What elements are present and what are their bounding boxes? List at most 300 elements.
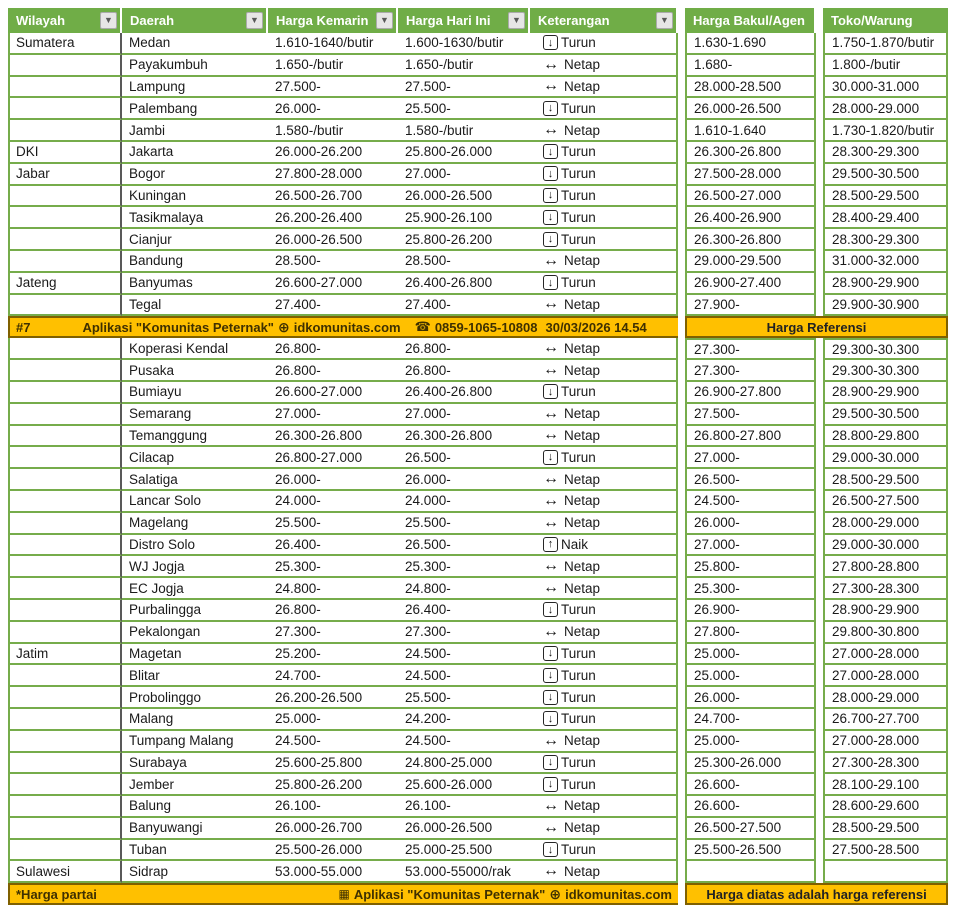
cell-keterangan xyxy=(530,840,678,862)
cell-toko-warung: 28.900-29.900 xyxy=(823,600,948,622)
cell-bakul-agen: 24.500- xyxy=(685,491,816,513)
footer-app-credit xyxy=(335,886,673,903)
cell-harga-hari-ini: 26.500- xyxy=(398,447,530,469)
column-gap xyxy=(678,818,685,840)
column-gap xyxy=(816,33,823,55)
cell-keterangan xyxy=(530,295,678,317)
cell-daerah: Tegal xyxy=(122,295,268,317)
cell-keterangan xyxy=(530,709,678,731)
filter-dropdown-icon[interactable]: ▼ xyxy=(246,12,263,29)
cell-wilayah xyxy=(8,774,122,796)
cell-wilayah xyxy=(8,98,122,120)
cell-bakul-agen: 27.900- xyxy=(685,295,816,317)
cell-bakul-agen: 25.300-26.000 xyxy=(685,753,816,775)
column-gap xyxy=(678,98,685,120)
cell-harga-hari-ini: 26.400- xyxy=(398,600,530,622)
column-gap xyxy=(678,535,685,557)
cell-toko-warung: 29.500-30.500 xyxy=(823,164,948,186)
keterangan-label: Turun xyxy=(561,711,596,727)
cell-toko-warung: 28.000-29.000 xyxy=(823,513,948,535)
info-banner-row xyxy=(8,316,948,338)
column-header-label: Harga Bakul/Agen xyxy=(693,13,805,28)
cell-wilayah xyxy=(8,251,122,273)
cell-wilayah xyxy=(8,731,122,753)
cell-toko-warung: 29.800-30.800 xyxy=(823,622,948,644)
turun-arrow-icon: ↓ xyxy=(543,144,558,159)
column-gap xyxy=(678,142,685,164)
turun-arrow-icon: ↓ xyxy=(543,711,558,726)
cell-wilayah: Jateng xyxy=(8,273,122,295)
footer-note: *Harga partai xyxy=(16,886,97,902)
column-gap xyxy=(816,186,823,208)
cell-keterangan xyxy=(530,447,678,469)
column-gap xyxy=(816,709,823,731)
cell-wilayah: Sulawesi xyxy=(8,861,122,883)
cell-daerah: Magetan xyxy=(122,644,268,666)
turun-arrow-icon: ↓ xyxy=(543,35,558,50)
cell-toko-warung: 27.300-28.300 xyxy=(823,753,948,775)
column-gap xyxy=(816,164,823,186)
cell-wilayah xyxy=(8,295,122,317)
cell-wilayah xyxy=(8,207,122,229)
cell-harga-hari-ini: 26.000- xyxy=(398,469,530,491)
cell-wilayah xyxy=(8,753,122,775)
turun-arrow-icon: ↓ xyxy=(543,166,558,181)
column-header-harga-hari-ini xyxy=(398,8,530,33)
cell-bakul-agen: 26.000- xyxy=(685,687,816,709)
cell-bakul-agen: 26.000-26.500 xyxy=(685,98,816,120)
cell-wilayah xyxy=(8,513,122,535)
cell-harga-hari-ini: 27.400- xyxy=(398,295,530,317)
cell-harga-kemarin: 26.000- xyxy=(268,98,398,120)
cell-wilayah xyxy=(8,120,122,142)
column-gap xyxy=(816,818,823,840)
cell-daerah: Blitar xyxy=(122,665,268,687)
cell-harga-kemarin: 24.800- xyxy=(268,578,398,600)
cell-wilayah xyxy=(8,578,122,600)
cell-keterangan xyxy=(530,535,678,557)
filter-dropdown-icon[interactable]: ▼ xyxy=(508,12,525,29)
column-gap xyxy=(816,338,823,360)
keterangan-label: Turun xyxy=(561,602,596,618)
cell-harga-hari-ini: 26.400-26.800 xyxy=(398,382,530,404)
cell-wilayah xyxy=(8,382,122,404)
column-gap xyxy=(816,622,823,644)
cell-daerah: Jakarta xyxy=(122,142,268,164)
column-gap xyxy=(816,360,823,382)
app-icon: ▦ xyxy=(338,887,350,902)
cell-toko-warung: 29.000-30.000 xyxy=(823,447,948,469)
keterangan-label: Turun xyxy=(561,35,596,51)
keterangan-label: Turun xyxy=(561,842,596,858)
keterangan-label: Netap xyxy=(564,798,601,814)
cell-daerah: Bogor xyxy=(122,164,268,186)
cell-keterangan xyxy=(530,77,678,99)
column-header-daerah xyxy=(122,8,268,33)
cell-keterangan xyxy=(530,731,678,753)
cell-keterangan xyxy=(530,55,678,77)
footer-website[interactable]: idkomunitas.com xyxy=(565,886,672,902)
naik-arrow-icon: ↑ xyxy=(543,537,558,552)
netap-arrow-icon: ↔ xyxy=(543,404,559,422)
column-gap xyxy=(678,578,685,600)
cell-keterangan xyxy=(530,338,678,360)
cell-harga-kemarin: 27.300- xyxy=(268,622,398,644)
column-gap xyxy=(816,98,823,120)
cell-harga-hari-ini: 24.500- xyxy=(398,731,530,753)
column-header-harga-kemarin xyxy=(268,8,398,33)
cell-keterangan xyxy=(530,142,678,164)
cell-daerah: Magelang xyxy=(122,513,268,535)
netap-arrow-icon: ↔ xyxy=(543,731,559,749)
keterangan-label: Turun xyxy=(561,100,596,116)
cell-harga-kemarin: 26.100- xyxy=(268,796,398,818)
cell-bakul-agen: 26.900-27.400 xyxy=(685,273,816,295)
cell-daerah: Tasikmalaya xyxy=(122,207,268,229)
turun-arrow-icon: ↓ xyxy=(543,668,558,683)
cell-toko-warung: 28.900-29.900 xyxy=(823,273,948,295)
column-gap xyxy=(816,382,823,404)
cell-bakul-agen: 27.000- xyxy=(685,447,816,469)
cell-toko-warung: 28.400-29.400 xyxy=(823,207,948,229)
cell-harga-kemarin: 25.300- xyxy=(268,556,398,578)
cell-harga-hari-ini: 1.600-1630/butir xyxy=(398,33,530,55)
column-gap xyxy=(678,33,685,55)
keterangan-label: Netap xyxy=(564,863,601,879)
cell-harga-kemarin: 26.200-26.500 xyxy=(268,687,398,709)
column-gap xyxy=(678,469,685,491)
cell-harga-hari-ini: 26.000-26.500 xyxy=(398,186,530,208)
keterangan-label: Turun xyxy=(561,689,596,705)
cell-harga-kemarin: 1.580-/butir xyxy=(268,120,398,142)
cell-harga-hari-ini: 26.800- xyxy=(398,360,530,382)
cell-wilayah xyxy=(8,229,122,251)
keterangan-label: Netap xyxy=(564,820,601,836)
column-gap xyxy=(678,687,685,709)
cell-keterangan xyxy=(530,578,678,600)
keterangan-label: Turun xyxy=(561,645,596,661)
cell-wilayah xyxy=(8,600,122,622)
column-gap xyxy=(816,295,823,317)
column-gap xyxy=(678,840,685,862)
column-gap xyxy=(816,665,823,687)
column-gap xyxy=(816,120,823,142)
cell-toko-warung: 28.500-29.500 xyxy=(823,186,948,208)
column-gap xyxy=(678,774,685,796)
cell-harga-hari-ini: 27.000- xyxy=(398,164,530,186)
column-header-label: Keterangan xyxy=(538,13,610,28)
column-gap xyxy=(678,120,685,142)
netap-arrow-icon: ↔ xyxy=(543,339,559,357)
column-gap xyxy=(678,753,685,775)
cell-keterangan xyxy=(530,360,678,382)
netap-arrow-icon: ↔ xyxy=(543,470,559,488)
keterangan-label: Netap xyxy=(564,427,601,443)
turun-arrow-icon: ↓ xyxy=(543,384,558,399)
keterangan-label: Netap xyxy=(564,362,601,378)
cell-daerah: Palembang xyxy=(122,98,268,120)
cell-toko-warung: 28.500-29.500 xyxy=(823,469,948,491)
column-gap xyxy=(678,665,685,687)
cell-daerah: Bumiayu xyxy=(122,382,268,404)
cell-bakul-agen: 26.500-27.500 xyxy=(685,818,816,840)
turun-arrow-icon: ↓ xyxy=(543,777,558,792)
cell-bakul-agen: 27.800- xyxy=(685,622,816,644)
cell-toko-warung: 28.300-29.300 xyxy=(823,142,948,164)
cell-wilayah xyxy=(8,447,122,469)
cell-keterangan xyxy=(530,665,678,687)
cell-daerah: Tuban xyxy=(122,840,268,862)
cell-toko-warung: 26.500-27.500 xyxy=(823,491,948,513)
keterangan-label: Turun xyxy=(561,776,596,792)
column-gap xyxy=(678,186,685,208)
cell-bakul-agen: 27.300- xyxy=(685,360,816,382)
keterangan-label: Netap xyxy=(564,406,601,422)
cell-keterangan xyxy=(530,491,678,513)
cell-toko-warung: 29.000-30.000 xyxy=(823,535,948,557)
cell-bakul-agen: 24.700- xyxy=(685,709,816,731)
cell-bakul-agen: 26.300-26.800 xyxy=(685,229,816,251)
cell-harga-hari-ini: 1.580-/butir xyxy=(398,120,530,142)
keterangan-label: Netap xyxy=(564,733,601,749)
netap-arrow-icon: ↔ xyxy=(543,579,559,597)
cell-daerah: Cianjur xyxy=(122,229,268,251)
cell-keterangan xyxy=(530,600,678,622)
cell-bakul-agen: 27.000- xyxy=(685,535,816,557)
cell-daerah: Salatiga xyxy=(122,469,268,491)
column-gap xyxy=(678,513,685,535)
cell-bakul-agen: 28.000-28.500 xyxy=(685,77,816,99)
cell-harga-hari-ini: 25.500- xyxy=(398,513,530,535)
cell-bakul-agen: 26.900- xyxy=(685,600,816,622)
cell-bakul-agen: 25.300- xyxy=(685,578,816,600)
cell-harga-kemarin: 25.000- xyxy=(268,709,398,731)
cell-keterangan xyxy=(530,251,678,273)
turun-arrow-icon: ↓ xyxy=(543,450,558,465)
column-gap xyxy=(816,207,823,229)
cell-wilayah xyxy=(8,338,122,360)
cell-daerah: Pekalongan xyxy=(122,622,268,644)
cell-daerah: Purbalingga xyxy=(122,600,268,622)
cell-harga-kemarin: 26.800-27.000 xyxy=(268,447,398,469)
keterangan-label: Netap xyxy=(564,253,601,269)
cell-bakul-agen: 25.800- xyxy=(685,556,816,578)
cell-daerah: Semarang xyxy=(122,404,268,426)
column-gap xyxy=(816,513,823,535)
cell-harga-kemarin: 26.500-26.700 xyxy=(268,186,398,208)
filter-dropdown-icon[interactable]: ▼ xyxy=(656,12,673,29)
column-gap xyxy=(816,840,823,862)
column-gap xyxy=(678,796,685,818)
cell-toko-warung: 29.900-30.900 xyxy=(823,295,948,317)
cell-harga-hari-ini: 53.000-55000/rak xyxy=(398,861,530,883)
cell-bakul-agen: 1.680- xyxy=(685,55,816,77)
netap-arrow-icon: ↔ xyxy=(543,622,559,640)
keterangan-label: Netap xyxy=(564,296,601,312)
column-gap xyxy=(678,644,685,666)
cell-keterangan xyxy=(530,186,678,208)
cell-daerah: Medan xyxy=(122,33,268,55)
cell-harga-kemarin: 24.500- xyxy=(268,731,398,753)
cell-harga-kemarin: 26.600-27.000 xyxy=(268,382,398,404)
column-gap xyxy=(678,426,685,448)
footer-row xyxy=(8,883,948,905)
cell-harga-hari-ini: 25.800-26.000 xyxy=(398,142,530,164)
cell-toko-warung: 27.000-28.000 xyxy=(823,644,948,666)
keterangan-label: Netap xyxy=(564,624,601,640)
cell-harga-kemarin: 26.000- xyxy=(268,469,398,491)
cell-keterangan xyxy=(530,469,678,491)
column-gap xyxy=(678,600,685,622)
column-gap xyxy=(678,251,685,273)
column-gap xyxy=(678,861,685,883)
cell-harga-kemarin: 27.400- xyxy=(268,295,398,317)
cell-keterangan xyxy=(530,426,678,448)
turun-arrow-icon: ↓ xyxy=(543,232,558,247)
phone-icon: ☎ xyxy=(414,319,431,335)
cell-harga-kemarin: 25.500- xyxy=(268,513,398,535)
column-gap xyxy=(816,273,823,295)
keterangan-label: Turun xyxy=(561,166,596,182)
cell-toko-warung: 28.500-29.500 xyxy=(823,818,948,840)
cell-daerah: Koperasi Kendal xyxy=(122,338,268,360)
cell-bakul-agen: 26.500-27.000 xyxy=(685,186,816,208)
cell-wilayah xyxy=(8,404,122,426)
column-gap xyxy=(816,796,823,818)
column-gap xyxy=(678,360,685,382)
column-gap xyxy=(816,447,823,469)
keterangan-label: Turun xyxy=(561,209,596,225)
cell-bakul-agen: 26.400-26.900 xyxy=(685,207,816,229)
cell-toko-warung: 28.800-29.800 xyxy=(823,426,948,448)
cell-daerah: Temanggung xyxy=(122,426,268,448)
cell-harga-hari-ini: 27.000- xyxy=(398,404,530,426)
column-gap xyxy=(816,491,823,513)
column-gap xyxy=(678,316,685,338)
keterangan-label: Turun xyxy=(561,384,596,400)
column-gap xyxy=(678,295,685,317)
cell-harga-kemarin: 26.000-26.200 xyxy=(268,142,398,164)
cell-toko-warung: 28.600-29.600 xyxy=(823,796,948,818)
banner-phone-number: 0859-1065-10808 xyxy=(434,319,538,335)
banner-website[interactable]: idkomunitas.com xyxy=(293,319,401,335)
netap-arrow-icon: ↔ xyxy=(543,251,559,269)
cell-wilayah xyxy=(8,622,122,644)
cell-harga-kemarin: 26.400- xyxy=(268,535,398,557)
keterangan-label: Turun xyxy=(561,187,596,203)
cell-harga-kemarin: 27.000- xyxy=(268,404,398,426)
column-gap xyxy=(816,8,823,33)
cell-toko-warung: 28.100-29.100 xyxy=(823,774,948,796)
cell-wilayah: Sumatera xyxy=(8,33,122,55)
column-header-keterangan xyxy=(530,8,678,33)
cell-harga-hari-ini: 25.500- xyxy=(398,98,530,120)
banner-number: #7 xyxy=(16,319,31,335)
column-gap xyxy=(816,578,823,600)
cell-bakul-agen: 26.300-26.800 xyxy=(685,142,816,164)
turun-arrow-icon: ↓ xyxy=(543,646,558,661)
cell-bakul-agen: 27.500-28.000 xyxy=(685,164,816,186)
column-gap xyxy=(678,622,685,644)
cell-harga-kemarin: 25.800-26.200 xyxy=(268,774,398,796)
cell-harga-kemarin: 1.610-1640/butir xyxy=(268,33,398,55)
cell-harga-hari-ini: 25.300- xyxy=(398,556,530,578)
column-gap xyxy=(678,491,685,513)
cell-bakul-agen: 1.610-1.640 xyxy=(685,120,816,142)
cell-toko-warung: 1.730-1.820/butir xyxy=(823,120,948,142)
cell-wilayah: Jatim xyxy=(8,644,122,666)
keterangan-label: Netap xyxy=(564,340,601,356)
column-header-label: Daerah xyxy=(130,13,175,28)
cell-harga-kemarin: 27.500- xyxy=(268,77,398,99)
cell-wilayah xyxy=(8,426,122,448)
cell-harga-kemarin: 26.600-27.000 xyxy=(268,273,398,295)
cell-harga-kemarin: 28.500- xyxy=(268,251,398,273)
cell-toko-warung: 27.500-28.500 xyxy=(823,840,948,862)
keterangan-label: Netap xyxy=(564,57,601,73)
cell-keterangan xyxy=(530,796,678,818)
cell-bakul-agen: 26.600- xyxy=(685,774,816,796)
cell-daerah: Lancar Solo xyxy=(122,491,268,513)
cell-wilayah: DKI xyxy=(8,142,122,164)
column-header-label: Harga Kemarin xyxy=(276,13,369,28)
column-gap xyxy=(678,404,685,426)
turun-arrow-icon: ↓ xyxy=(543,755,558,770)
cell-bakul-agen: 1.630-1.690 xyxy=(685,33,816,55)
cell-daerah: Malang xyxy=(122,709,268,731)
cell-harga-kemarin: 26.800- xyxy=(268,600,398,622)
column-gap xyxy=(816,731,823,753)
cell-daerah: Cilacap xyxy=(122,447,268,469)
cell-bakul-agen: 26.600- xyxy=(685,796,816,818)
cell-keterangan xyxy=(530,404,678,426)
footer-reference-label: Harga diatas adalah harga referensi xyxy=(685,883,948,905)
column-header-wilayah xyxy=(8,8,122,33)
cell-wilayah xyxy=(8,535,122,557)
keterangan-label: Turun xyxy=(561,275,596,291)
column-gap xyxy=(816,861,823,883)
cell-toko-warung: 28.000-29.000 xyxy=(823,98,948,120)
cell-wilayah xyxy=(8,687,122,709)
cell-bakul-agen: 26.500- xyxy=(685,469,816,491)
cell-bakul-agen: 26.900-27.800 xyxy=(685,382,816,404)
column-gap xyxy=(816,774,823,796)
keterangan-label: Netap xyxy=(564,558,601,574)
filter-dropdown-icon[interactable]: ▼ xyxy=(100,12,117,29)
netap-arrow-icon: ↔ xyxy=(543,818,559,836)
column-gap xyxy=(678,207,685,229)
cell-keterangan xyxy=(530,229,678,251)
netap-arrow-icon: ↔ xyxy=(543,796,559,814)
cell-bakul-agen: 25.000- xyxy=(685,644,816,666)
cell-harga-hari-ini: 26.000-26.500 xyxy=(398,818,530,840)
column-gap xyxy=(678,229,685,251)
column-gap xyxy=(816,142,823,164)
cell-harga-kemarin: 24.000- xyxy=(268,491,398,513)
turun-arrow-icon: ↓ xyxy=(543,210,558,225)
filter-dropdown-icon[interactable]: ▼ xyxy=(376,12,393,29)
cell-harga-hari-ini: 25.000-25.500 xyxy=(398,840,530,862)
cell-wilayah xyxy=(8,556,122,578)
cell-wilayah xyxy=(8,818,122,840)
keterangan-label: Turun xyxy=(561,144,596,160)
cell-daerah: WJ Jogja xyxy=(122,556,268,578)
cell-bakul-agen: 27.300- xyxy=(685,338,816,360)
cell-keterangan xyxy=(530,556,678,578)
price-table xyxy=(8,8,948,905)
cell-harga-kemarin: 26.300-26.800 xyxy=(268,426,398,448)
cell-harga-hari-ini: 25.500- xyxy=(398,687,530,709)
